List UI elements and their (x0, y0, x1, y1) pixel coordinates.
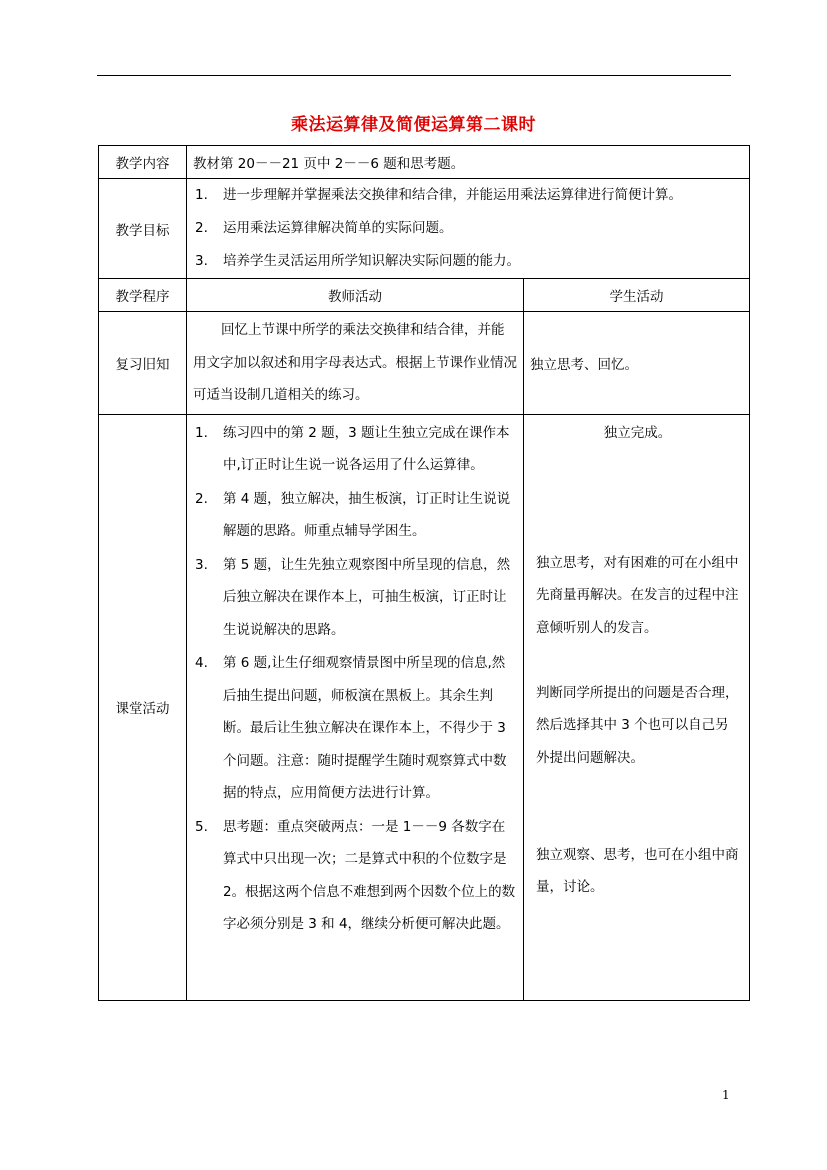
teacher-activity-item: 4. 第 6 题,让生仔细观察情景图中所呈现的信息,然后抽生提出问题，师板演在黑板上。其余生判断。最后让生独立解决在课作本上，不得少于 3 个问题。注意：随时提醒学生随时观察算式中数据的特点，应用简便方法进行计算。 (195, 655, 507, 801)
lesson-plan-table (98, 145, 750, 1001)
page-title: 乘法运算律及简便运算第二课时 (291, 115, 536, 135)
header-rule (97, 75, 731, 76)
student-activity-box (530, 415, 743, 1000)
teacher-activity-item: 3. 第 5 题，让生先独立观察图中所呈现的信息，然后独立解决在课作本上，可抽生板演，订正时让生说说解决的思路。 (195, 556, 511, 638)
review-student-text: 独立思考、回忆。 (524, 312, 750, 415)
teacher-activity-item: 5. 思考题：重点突破两点：一是 1－－9 各数字在算式中只出现一次；二是算式中积的个位数字是 2。根据这两个信息不难想到两个因数个位上的数字必须分别是 3 和 4，继续分析便可解决此题。 (195, 818, 516, 932)
goal-item: 1. 进一步理解并掌握乘法交换律和结合律，并能运用乘法运算律进行简便计算。 (195, 187, 682, 203)
column-header-row (99, 279, 750, 312)
goals-cell (187, 179, 750, 279)
goals-list (187, 179, 749, 278)
student-activity-item: 独立完成。 (603, 424, 672, 441)
class-activity-label: 课堂活动 (99, 414, 187, 1000)
content-label: 教学内容 (99, 146, 187, 179)
goals-row (99, 179, 750, 279)
review-label: 复习旧知 (99, 312, 187, 415)
goal-item: 3. 培养学生灵活运用所学知识解决实际问题的能力。 (195, 253, 520, 269)
class-student-cell (524, 414, 750, 1000)
goal-item: 2. 运用乘法运算律解决简单的实际问题。 (195, 220, 453, 236)
student-activity-item: 独立思考，对有困难的可在小组中先商量再解决。在发言的过程中注意倾听别人的发言。 (536, 554, 739, 636)
teacher-activity-item: 2. 第 4 题，独立解决，抽生板演，订正时让生说说解题的思路。师重点辅导学困生。 (195, 490, 511, 539)
process-header: 教学程序 (99, 279, 187, 312)
teacher-activity-list (187, 417, 523, 941)
review-row (99, 312, 750, 415)
page-number: 1 (722, 1088, 730, 1102)
content-row (99, 146, 750, 179)
review-teacher-text: 回忆上节课中所学的乘法交换律和结合律，并能用文字加以叙述和用字母表达式。根据上节课作业情况可适当设制几道相关的练习。 (193, 322, 517, 403)
teacher-header: 教师活动 (187, 279, 524, 312)
student-activity-item: 判断同学所提出的问题是否合理，然后选择其中 3 个也可以自己另外提出问题解决。 (536, 684, 739, 766)
teacher-activity-item: 1. 练习四中的第 2 题，3 题让生独立完成在课作本中,订正时让生说一说各运用了什么运算律。 (195, 424, 510, 473)
student-activity-item: 独立观察、思考，也可在小组中商量，讨论。 (536, 846, 739, 895)
goals-label: 教学目标 (99, 179, 187, 279)
class-activity-row (99, 414, 750, 1000)
class-teacher-cell (187, 414, 524, 1000)
student-header: 学生活动 (524, 279, 750, 312)
content-value: 教材第 20－－21 页中 2－－6 题和思考题。 (187, 146, 750, 179)
review-teacher-cell (187, 312, 524, 415)
